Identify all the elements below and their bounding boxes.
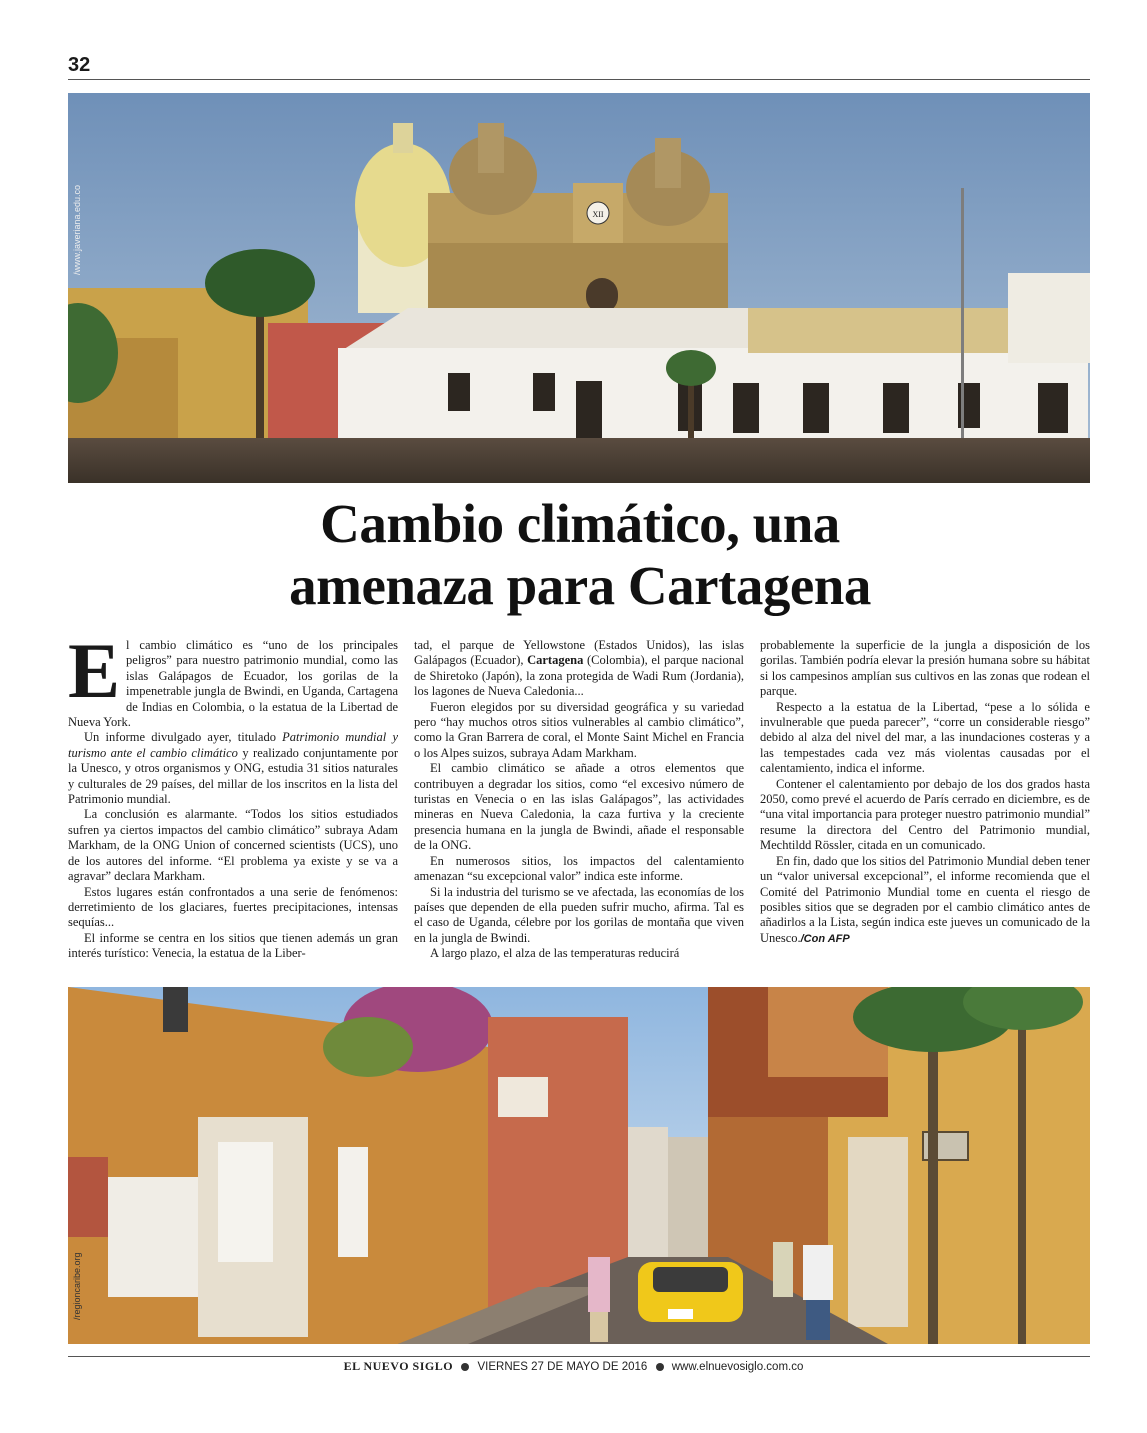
cathedral-photo	[68, 93, 1090, 483]
newspaper-brand: EL NUEVO SIGLO	[343, 1359, 454, 1373]
paragraph: Respecto a la estatua de la Libertad, “pese a lo sólida e invulnerable que pueda parecer”, “corre un considerable riesgo” debido al alza del nivel del mar, a las inundaciones costeras y a las tempestades cada vez más violentas causadas por el calentamiento, indica el informe.	[760, 699, 1090, 776]
paragraph: El informe se centra en los sitios que tienen además un gran interés turístico: Venecia, la estatua de la Liber-	[68, 930, 398, 961]
drop-cap: E	[68, 638, 121, 714]
bullet-icon	[656, 1363, 664, 1371]
paragraph: En numerosos sitios, los impactos del calentamiento amenazan “su excepcional valor” indica este informe.	[414, 853, 744, 884]
headline	[120, 493, 1040, 617]
issue-date: VIERNES 27 DE MAYO DE 2016	[477, 1361, 648, 1373]
paragraph: tad, el parque de Yellowstone (Estados Unidos), las islas Galápagos (Ecuador), Cartagena (Colombia), el parque nacional de Shiretoko (Japón), la zona protegida de Wadi Rum (Jordania), los lagones de Nueva Caledonia...	[414, 638, 744, 699]
paragraph: Un informe divulgado ayer, titulado Patrimonio mundial y turismo ante el cambio climático y realizado conjuntamente por la Unesco, y otros organismos y ONG, estudia 31 sitios naturales y culturales de 29 países, del millar de los inscritos en la lista del Patrimonio mundial.	[68, 730, 398, 807]
paragraph: Estos lugares están confrontados a una serie de fenómenos: derretimiento de los glaciares, fuertes precipitaciones, intensas sequías...	[68, 884, 398, 930]
paragraph: La conclusión es alarmante. “Todos los sitios estudiados sufren ya ciertos impactos del cambio climático” subraya Adam Markham, de la ONG Union of concerned scientists (UCS), uno de los autores del informe. “El problema ya existe y se va a agravar” declara Markham.	[68, 807, 398, 884]
article-column-1	[68, 638, 398, 973]
clock-numeral: XII	[592, 210, 604, 219]
website-link[interactable]: www.elnuevosiglo.com.co	[671, 1361, 804, 1373]
headline-line-1: Cambio climático, una	[320, 493, 840, 554]
bottom-divider	[68, 1356, 1090, 1357]
report-title: Patrimonio mundial y turismo ante el cambio climático	[68, 730, 398, 760]
paragraph: Si la industria del turismo se ve afectada, las economías de los países que dependen de ella pueden sufrir mucho, afirma. Tal es el caso de Uganda, célebre por los gorilas de montaña que viven en la jungla de Bwindi.	[414, 884, 744, 945]
bullet-icon	[461, 1363, 469, 1371]
paragraph: Contener el calentamiento por debajo de los dos grados hasta 2050, como prevé el acuerdo de París cerrado en diciembre, es de “una vital importancia para proteger nuestro patrimonio mundial” resume la directora del Centro del Patrimonio mundial, Mechtildd Rössler, citada en un comunicado.	[760, 776, 1090, 853]
article-column-2	[414, 638, 744, 973]
paragraph: En fin, dado que los sitios del Patrimonio Mundial deben tener un “valor universal excepcional”, el informe recomienda que el Comité del Patrimonio Mundial tome en cuenta el riesgo de posibles sitios que se degraden por el cambio climático antes de añadirlos a la Lista, según indica este jueves un comunicado de la Unesco./Con AFP	[760, 853, 1090, 945]
source-signature: /Con AFP	[800, 932, 850, 945]
paragraph: A largo plazo, el alza de las temperaturas reducirá	[430, 946, 680, 961]
page-footer	[0, 1359, 1147, 1374]
headline-line-2: amenaza para Cartagena	[289, 555, 871, 616]
article-column-3	[760, 638, 1090, 973]
page-number: 32	[68, 54, 91, 76]
paragraph: El cambio climático es “uno de los principales peligros” para nuestro patrimonio mundial, como las islas Galápagos de Ecuador, los gorilas de la impenetrable jungla de Bwindi, en Uganda, Cartagena de Indias en Colombia, o la estatua de la Libertad de Nueva York.	[68, 638, 398, 730]
paragraph: Fueron elegidos por su diversidad geográfica y su variedad pero “hay muchos otros sitios vulnerables al cambio climático”, como la Gran Barrera de coral, el Monte Saint Michel en Francia o los Alpes suizos, subraya Adam Markham.	[414, 699, 744, 760]
street-photo	[68, 987, 1090, 1344]
bottom-photo-credit: /regioncaribe.org	[72, 1252, 82, 1320]
bold-term: Cartagena	[527, 653, 584, 668]
paragraph: probablemente la superficie de la jungla a disposición de los gorilas. También podría elevar la presión humana sobre su hábitat si los campesinos amplían sus cultivos en las zonas que rodean el parque.	[760, 638, 1090, 699]
paragraph: El cambio climático se añade a otros elementos que contribuyen a degradar los sitios, como “el excesivo número de turistas en Venecia o en las islas Galápagos”, las actividades mineras en Nueva Caledonia, la caza furtiva y la creciente presencia humana en la jungla de Bwindi, añade el responsable de la ONG.	[414, 761, 744, 853]
top-photo-credit: /www.javeriana.edu.co	[72, 184, 82, 275]
top-divider	[68, 79, 1090, 80]
